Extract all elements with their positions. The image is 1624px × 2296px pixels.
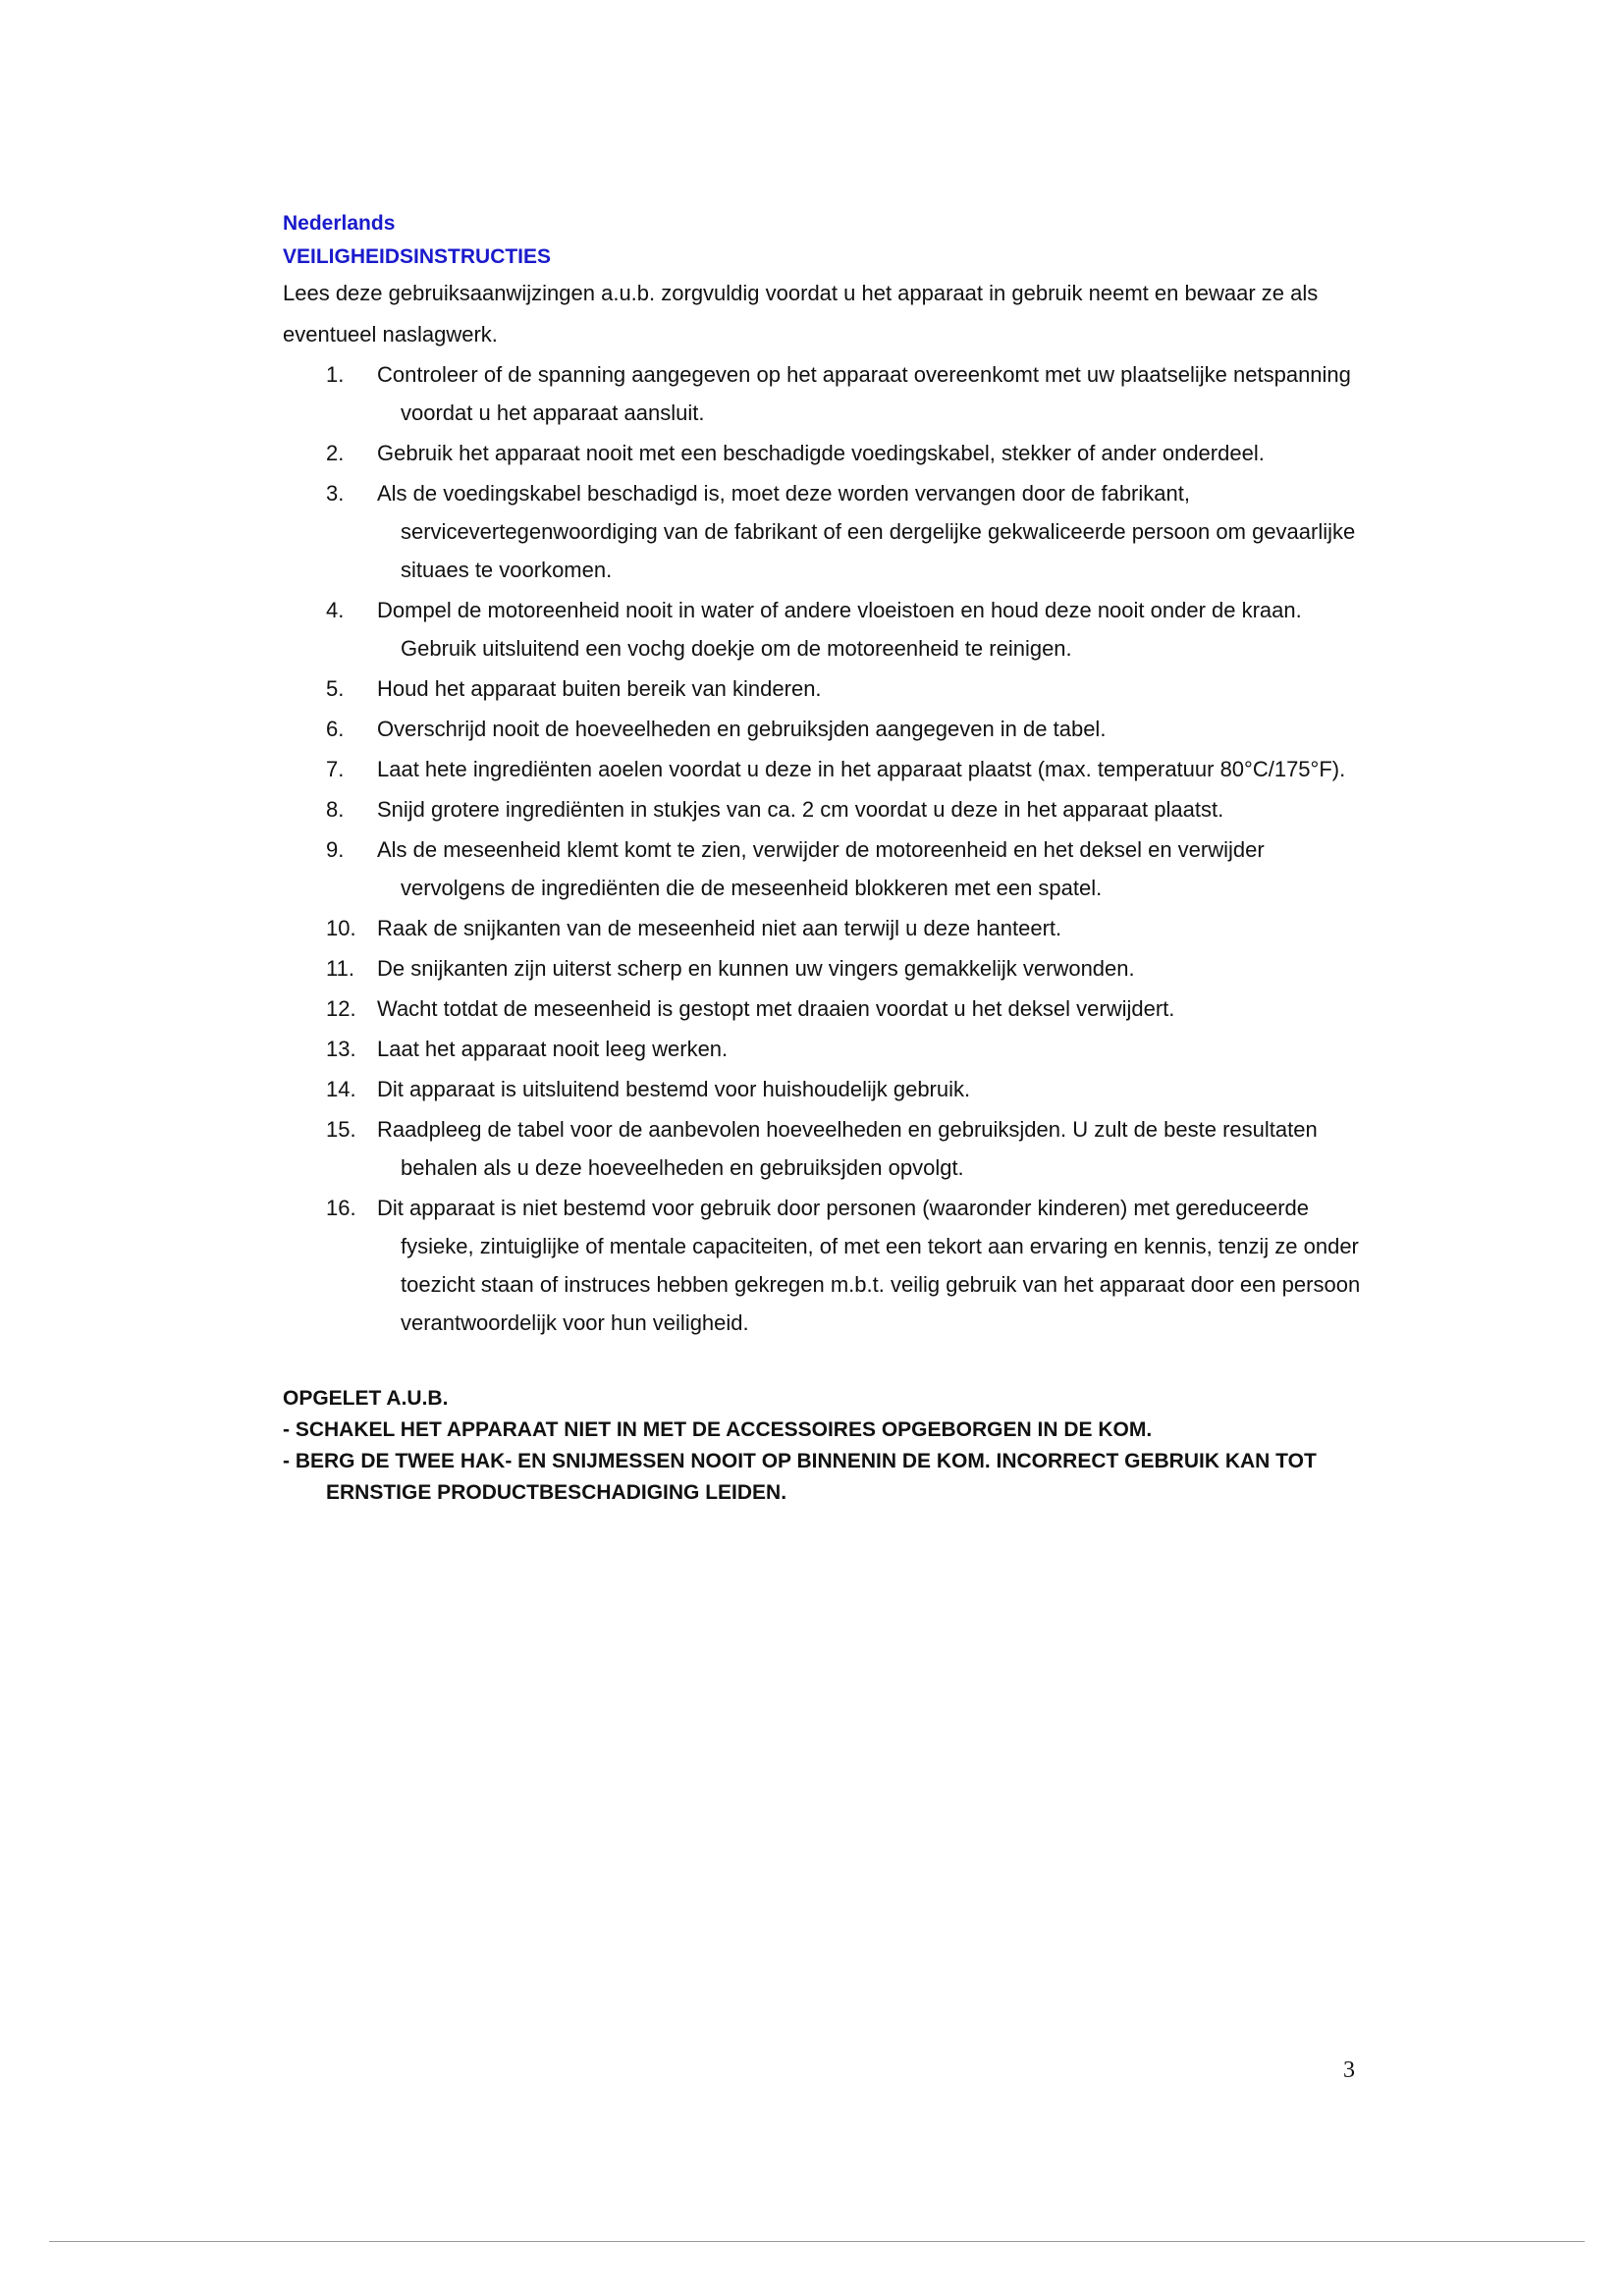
item-text: Dompel de motoreenheid nooit in water of andere vloeistoen en houd deze nooit onder de kraan. Gebruik uitsluitend een vochg doekje om de motoreenheid te reinigen. [377, 598, 1302, 661]
item-text: Controleer of de spanning aangegeven op het apparaat overeenkomt met uw plaatselijke netspanning voordat u het apparaat aansluit. [377, 362, 1351, 425]
warning-line: - SCHAKEL HET APPARAAT NIET IN MET DE ACCESSOIRES OPGEBORGEN IN DE KOM. [283, 1418, 1153, 1441]
section-title: VEILIGHEIDSINSTRUCTIES [283, 245, 552, 268]
item-number: 11. [326, 956, 354, 981]
list-item [283, 1110, 1363, 1187]
item-number: 2. [326, 441, 345, 465]
list-item [283, 1030, 1363, 1068]
item-text: Als de voedingskabel beschadigd is, moet deze worden vervangen door de fabrikant, servicevertegenwoordiging van de fabrikant of een dergelijke gekwaliceerde persoon om gevaarlijke situaes te voorkomen. [377, 481, 1356, 582]
intro-paragraph: Lees deze gebruiksaanwijzingen a.u.b. zorgvuldig voordat u het apparaat in gebruik neemt en bewaar ze als eventueel naslagwerk. [283, 281, 1319, 347]
item-text: Laat hete ingrediënten aoelen voordat u deze in het apparaat plaatst (max. temperatuur 80°C/175°F). [377, 757, 1346, 781]
item-number: 8. [326, 797, 345, 822]
list-item [283, 710, 1363, 748]
list-item [283, 669, 1363, 708]
warning-block [283, 1383, 1363, 1509]
item-number: 1. [326, 362, 345, 387]
item-text: Laat het apparaat nooit leeg werken. [377, 1037, 729, 1061]
item-text: Snijd grotere ingrediënten in stukjes van ca. 2 cm voordat u deze in het apparaat plaatst. [377, 797, 1224, 822]
item-number: 14. [326, 1077, 356, 1101]
document-content [283, 208, 1363, 1509]
list-item [283, 1070, 1363, 1108]
item-number: 5. [326, 676, 345, 701]
list-item [283, 355, 1363, 432]
item-text: De snijkanten zijn uiterst scherp en kunnen uw vingers gemakkelijk verwonden. [377, 956, 1135, 981]
list-item [283, 1189, 1363, 1342]
warning-line: - BERG DE TWEE HAK- EN SNIJMESSEN NOOIT OP BINNENIN DE KOM. INCORRECT GEBRUIK KAN TOT ERNSTIGE PRODUCTBESCHADIGING LEIDEN. [283, 1450, 1317, 1504]
page-number: 3 [1343, 2057, 1355, 2083]
list-item [283, 750, 1363, 788]
item-text: Houd het apparaat buiten bereik van kinderen. [377, 676, 822, 701]
list-item [283, 830, 1363, 907]
item-number: 15. [326, 1117, 356, 1142]
list-item [283, 591, 1363, 667]
item-text: Gebruik het apparaat nooit met een beschadigde voedingskabel, stekker of ander onderdeel. [377, 441, 1265, 465]
list-item [283, 949, 1363, 988]
item-number: 7. [326, 757, 345, 781]
item-text: Raadpleeg de tabel voor de aanbevolen hoeveelheden en gebruiksjden. U zult de beste resultaten behalen als u deze hoeveelheden en gebruiksjden opvolgt. [377, 1117, 1318, 1180]
item-number: 9. [326, 837, 345, 862]
item-text: Dit apparaat is niet bestemd voor gebruik door personen (waaronder kinderen) met gereduceerde fysieke, zintuiglijke of mentale capaciteiten, of met een tekort aan ervaring en kennis, tenzij ze onder toezicht staan of instruces hebben gekregen m.b.t. veilig gebruik van het apparaat door een persoon verantwoordelijk voor hun veiligheid. [377, 1196, 1361, 1335]
item-number: 10. [326, 916, 356, 940]
item-number: 4. [326, 598, 345, 622]
list-item [283, 474, 1363, 589]
item-text: Wacht totdat de meseenheid is gestopt met draaien voordat u het deksel verwijdert. [377, 996, 1175, 1021]
item-number: 13. [326, 1037, 356, 1061]
item-number: 12. [326, 996, 356, 1021]
footer-divider [49, 2241, 1585, 2242]
item-text: Overschrijd nooit de hoeveelheden en gebruiksjden aangegeven in de tabel. [377, 717, 1107, 741]
safety-instructions-list [283, 355, 1363, 1342]
item-number: 3. [326, 481, 345, 506]
item-text: Raak de snijkanten van de meseenheid niet aan terwijl u deze hanteert. [377, 916, 1062, 940]
list-item [283, 989, 1363, 1028]
list-item [283, 790, 1363, 828]
list-item [283, 434, 1363, 472]
warning-title: OPGELET A.U.B. [283, 1387, 449, 1410]
item-text: Dit apparaat is uitsluitend bestemd voor huishoudelijk gebruik. [377, 1077, 971, 1101]
language-heading: Nederlands [283, 212, 396, 235]
item-number: 16. [326, 1196, 356, 1220]
item-text: Als de meseenheid klemt komt te zien, verwijder de motoreenheid en het deksel en verwijder vervolgens de ingrediënten die de meseenheid blokkeren met een spatel. [377, 837, 1265, 900]
list-item [283, 909, 1363, 947]
item-number: 6. [326, 717, 345, 741]
